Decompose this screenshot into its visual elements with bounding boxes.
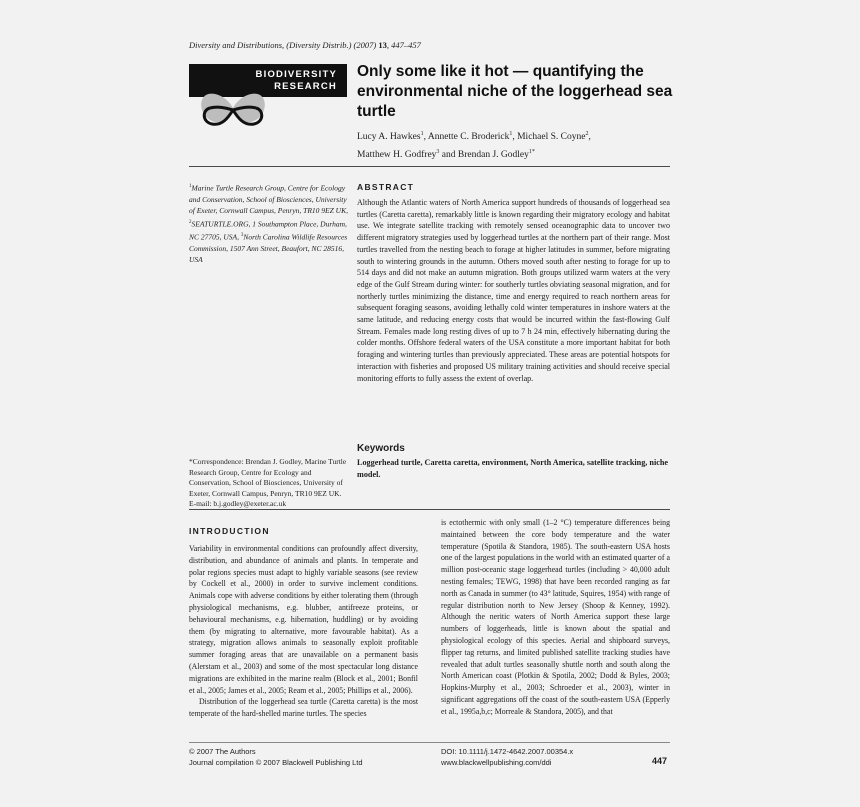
affiliation: SEATURTLE.ORG, 1 Southampton Place, Durham, NC 27705, USA, [189,219,347,242]
paragraph: Distribution of the loggerhead sea turtle (Caretta caretta) is the most temperate of the hard-shelled marine turtles. The species [189,697,418,719]
journal-url[interactable]: www.blackwellpublishing.com/ddi [441,758,552,767]
author-name: Annette C. Broderick [427,132,510,143]
divider [189,509,670,510]
author-name: Matthew H. Godfrey [357,150,437,161]
footer-divider [189,742,670,743]
abstract-text: Although the Atlantic waters of North America support hundreds of thousands of loggerhead sea turtles (Caretta caretta), remarkably little is known regarding their migratory ecology and habitat use. We integrate satellite tracking with remotely sensed oceanographic data to uncover two different migratory strategies used by loggerhead turtles at the northern part of their range. Most turtles travelled from the nesting beach to forage at higher latitudes in summer, before migrating south to wintering grounds in the autumn. Others moved south after nesting to forage for up to 514 days and did not make an autumn migration. Both groups utilized warm waters at the very edge of the Gulf Stream during winter: for southerly turtles obviating seasonal migration, and for northerly turtles minimizing the distance, time and energy required to reach northern areas for subsequent foraging seasons, avoiding lethally cold winter temperatures in inshore waters at the same latitude, and reducing energy costs that would be incurred within the fast-flowing Gulf Stream. Females made long resting dives of up to 7 h 24 min, effectively hibernating during the colder months. Offshore federal waters of the USA constitute a more important habitat for both foraging and wintering turtles than previously appreciated. These areas are potential hotspots for interaction with fisheries and proposed US military training activities and should receive special monitoring efforts to fully assess the extent of overlap. [357,198,670,383]
infinity-logo-icon [198,82,268,130]
author-name: Lucy A. Hawkes [357,132,421,143]
affiliation: North Carolina Wildlife Resources Commission, 1507 Ann Street, Beaufort, NC 28516, USA [189,232,348,264]
badge-line-1: BIODIVERSITY [255,69,337,80]
badge-line-2: RESEARCH [274,81,337,92]
footer-doi: DOI: 10.1111/j.1472-4642.2007.00354.x www.blackwellpublishing.com/ddi [441,747,574,767]
journal-pages: , 447–457 [386,40,421,50]
author-name: Michael S. Coyne [517,132,586,143]
divider [189,166,670,167]
intro-column-left [189,543,418,720]
keywords-text: Loggerhead turtle, Caretta caretta, environment, North America, satellite tracking, niche model. [357,458,669,479]
affiliations: $^1$Marine Turtle Research Group, Centre for Ecology and Conservation, School of Biosciences, University of Exeter, Cornwall Campus, Penryn, TR10 9EZ UK, $^2$SEATURTLE.ORG, 1 Southampton Place, Durham, NC 27705, USA, $^3$North Carolina Wildlife Resources Commission, 1507 Ann Street, Beaufort, NC 28516, USA [189,183,348,264]
journal-citation [189,40,421,50]
author-list: Lucy A. Hawkes$^1$, Annette C. Broderick$^1$, Michael S. Coyne$^2$, Matthew H. Godfrey$^3$ and Brendan J. Godley$^{1*}$ [357,131,591,161]
paragraph: Variability in environmental conditions can profoundly affect diversity, distribution, and abundance of animals and plants. In temperate and polar regions species must adapt to highly variable seasons (see review by Cockell et al., 2000) in order to survive inclement conditions. Animals cope with adverse conditions by either tolerating them (through physiological mechanisms, e.g. blubber, antifreeze proteins, or behavioural mechanisms, e.g. hibernation, huddling) or by avoiding them (by migrating to alternative, more favourable habitat). As a strategy, migration allows animals to seasonally exploit profitable summer foraging areas that are unavailable on a permanent basis (Alerstam et al., 2003) and some of the most spectacular long distance migrations are exhibited in the marine realm (Block et al., 2001; Bonfil et al., 2005; James et al., 2005; Ream et al., 2005; Phillips et al., 2006). [189,544,418,695]
affiliation: Marine Turtle Research Group, Centre for Ecology and Conservation, School of Biosciences, University of Exeter, Cornwall Campus, Penryn, TR10 9EZ UK, [189,183,348,216]
footer-copyright: © 2007 The Authors Journal compilation © 2007 Blackwell Publishing Ltd [189,747,363,767]
keywords-heading: Keywords [357,443,405,454]
page-number: 447 [652,756,668,766]
journal-name: Diversity and Distributions, (Diversity Distrib.) (2007) [189,40,377,50]
correspondence-note: *Correspondence: Brendan J. Godley, Marine Turtle Research Group, Centre for Ecology and Conservation, School of Biosciences, University of Exeter, Cornwall Campus, Penryn, TR10 9EZ UK. E-mail: b.j.godley@exeter.ac.uk [189,457,347,509]
journal-volume: 13 [378,40,387,50]
author-name: Brendan J. Godley [457,150,529,161]
intro-column-right: is ectothermic with only small (1–2 °C) temperature differences being maintained between the core body temperature and the water temperature (Spotila & Standora, 1985). The south-eastern USA hosts one of the largest populations in the world with an estimated quarter of a million post-oceanic stage loggerhead turtles (including > 40,000 adult nesting females; TEWG, 1998) that have been recorded ranging as far north as Canada in summer (to 43° latitude, Squires, 1954) with range of regular distribution north to New Jersey (Shoop & Kenney, 1992). Although the neritic waters of North America support these large numbers of loggerheads, little is known about the spatial and physiological ecology of this species. Aerial and shipboard surveys, flipper tag returns, and limited published satellite tracking studies have revealed that adult turtles seasonally shuttle north and south along the North American coast (Plotkin & Spotila, 2002; Dodd & Byles, 2003; Hopkins-Murphy et al., 2003; Schroeder et al., 2003), winter in significant aggregations off the coast of the south-eastern USA (Epperly et al., 1995a,b,c; Morreale & Standora, 2005), and that [441,518,670,716]
article-title: Only some like it hot — quantifying the environmental niche of the loggerhead sea turtle [357,63,673,120]
introduction-heading: INTRODUCTION [189,526,270,536]
abstract-heading: ABSTRACT [357,182,415,192]
